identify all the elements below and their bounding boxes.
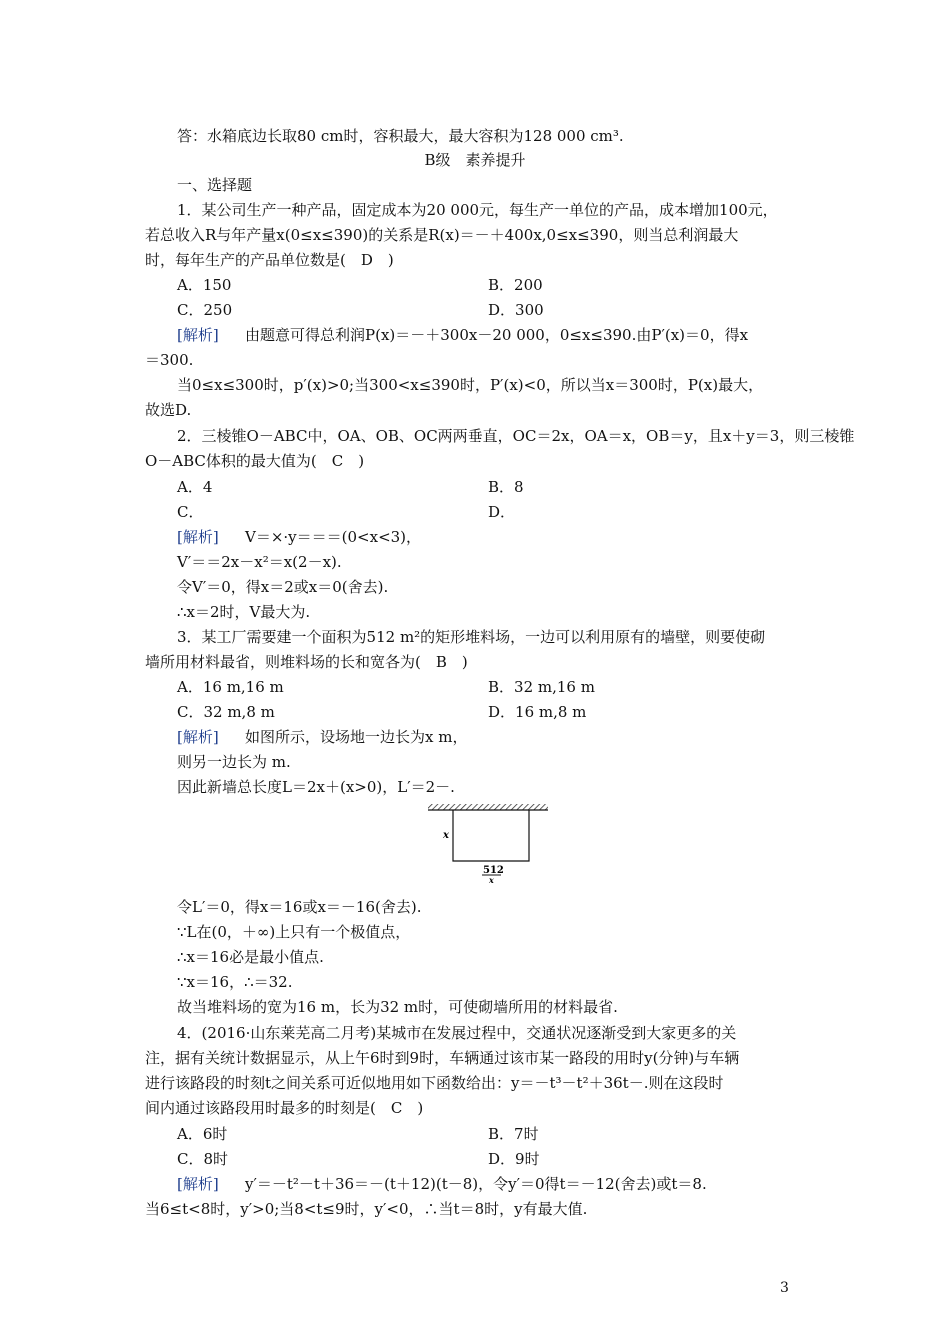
q3-option-c: C．32 m,8 m: [177, 703, 275, 721]
q4-line-4: 间内通过该路段用时最多的时刻是( C ): [145, 1099, 424, 1117]
q4-option-b: B．7时: [488, 1125, 539, 1143]
q3-solution-line-3: 因此新墙总长度L＝2x＋(x>0)，L′＝2－.: [177, 778, 455, 796]
q2-option-c: C．: [177, 503, 204, 521]
q4-solution-line-2: 当6≤t<8时，y′>0;当8<t≤9时，y′<0，∴当t＝8时，y有最大值.: [145, 1200, 588, 1218]
q4-option-d: D．9时: [488, 1150, 540, 1168]
q3-option-d: D．16 m,8 m: [488, 703, 587, 721]
q4-line-2: 注，据有关统计数据显示，从上午6时到9时，车辆通过该市某一路段的用时y(分钟)与车辆: [145, 1049, 740, 1067]
wall-yard-figure: [428, 802, 548, 884]
q1-line-1: 1．某公司生产一种产品，固定成本为20 000元，每生产一单位的产品，成本增加100元，: [177, 201, 778, 219]
q2-option-b: B．8: [488, 478, 524, 496]
q1-solution-line-4: 故选D.: [145, 401, 192, 419]
q4-solution-line-1: y′＝－t²－t＋36＝－(t＋12)(t－8)，令y′＝0得t＝－12(舍去)或t＝8.: [245, 1175, 707, 1193]
q2-line-2: O－ABC体积的最大值为( C ): [145, 452, 365, 470]
yard-side-label: x: [443, 830, 449, 841]
q1-solution-line-3: 当0≤x≤300时，p′(x)>0;当300<x≤390时，P′(x)<0，所以当x＝300时，P(x)最大，: [177, 376, 764, 394]
part-title: 一、选择题: [177, 176, 253, 194]
q1-solution-tag: [解析]: [177, 326, 219, 344]
q3-option-a: A．16 m,16 m: [177, 678, 284, 696]
yard-bottom-label-numerator: 512: [483, 865, 504, 876]
q2-solution-tag: [解析]: [177, 528, 219, 546]
q3-solution-line-6: ∴x＝16必是最小值点.: [177, 948, 324, 966]
q2-option-a: A．4: [177, 478, 213, 496]
q2-solution-line-3: 令V′＝0，得x＝2或x＝0(舍去).: [177, 578, 389, 596]
q3-solution-line-7: ∵x＝16，∴＝32.: [177, 973, 293, 991]
q3-solution-line-5: ∵L在(0，＋∞)上只有一个极值点，: [177, 923, 411, 941]
q3-solution-tag: [解析]: [177, 728, 219, 746]
q2-solution-line-1: V＝×·y＝＝＝(0<x<3)，: [245, 528, 422, 546]
q1-option-a: A．150: [177, 276, 232, 294]
q2-option-d: D．: [488, 503, 516, 521]
q4-option-c: C．8时: [177, 1150, 229, 1168]
q1-option-b: B．200: [488, 276, 543, 294]
q1-line-2: 若总收入R与年产量x(0≤x≤390)的关系是R(x)＝－＋400x,0≤x≤390，则当总利润最大: [145, 226, 739, 244]
q3-solution-line-1: 如图所示，设场地一边长为x m，: [245, 728, 468, 746]
q1-line-3: 时，每年生产的产品单位数是( D ): [145, 251, 394, 269]
q3-line-1: 3．某工厂需要建一个面积为512 m²的矩形堆料场，一边可以利用原有的墙壁，则要使砌: [177, 628, 766, 646]
q3-solution-line-8: 故当堆料场的宽为16 m，长为32 m时，可使砌墙所用的材料最省.: [177, 998, 618, 1016]
yard-rectangle: [453, 810, 529, 861]
q2-line-1: 2．三棱锥O－ABC中，OA、OB、OC两两垂直，OC＝2x，OA＝x，OB＝y，且x＋y＝3，则三棱锥: [177, 427, 855, 445]
q2-solution-line-2: V′＝＝2x－x²＝x(2－x).: [177, 553, 342, 571]
q4-line-1: 4．(2016·山东莱芜高二月考)某城市在发展过程中，交通状况逐渐受到大家更多的关: [177, 1024, 737, 1042]
section-title: B级 素养提升: [424, 151, 526, 169]
q1-solution-line-2: ＝300.: [145, 351, 194, 369]
q1-solution-line-1: 由题意可得总利润P(x)＝－＋300x－20 000，0≤x≤390.由P′(x)＝0，得x: [245, 326, 749, 344]
q1-option-d: D．300: [488, 301, 544, 319]
yard-bottom-label-denominator: x: [489, 875, 494, 884]
q2-solution-line-4: ∴x＝2时，V最大为.: [177, 603, 311, 621]
q4-option-a: A．6时: [177, 1125, 228, 1143]
answer-line: 答：水箱底边长取80 cm时，容积最大，最大容积为128 000 cm³.: [177, 127, 624, 145]
wall-hatching: [428, 804, 548, 810]
q4-line-3: 进行该路段的时刻t之间关系可近似地用如下函数给出：y＝－t³－t²＋36t－.则在这段时: [145, 1074, 724, 1092]
q3-line-2: 墙所用材料最省，则堆料场的长和宽各为( B ): [145, 653, 468, 671]
page-number: 3: [780, 1280, 789, 1296]
wall-yard-diagram: [428, 802, 548, 884]
q3-option-b: B．32 m,16 m: [488, 678, 595, 696]
q1-option-c: C．250: [177, 301, 233, 319]
q3-solution-line-2: 则另一边长为 m.: [177, 753, 291, 771]
q3-solution-line-4: 令L′＝0，得x＝16或x＝－16(舍去).: [177, 898, 422, 916]
q4-solution-tag: [解析]: [177, 1175, 219, 1193]
